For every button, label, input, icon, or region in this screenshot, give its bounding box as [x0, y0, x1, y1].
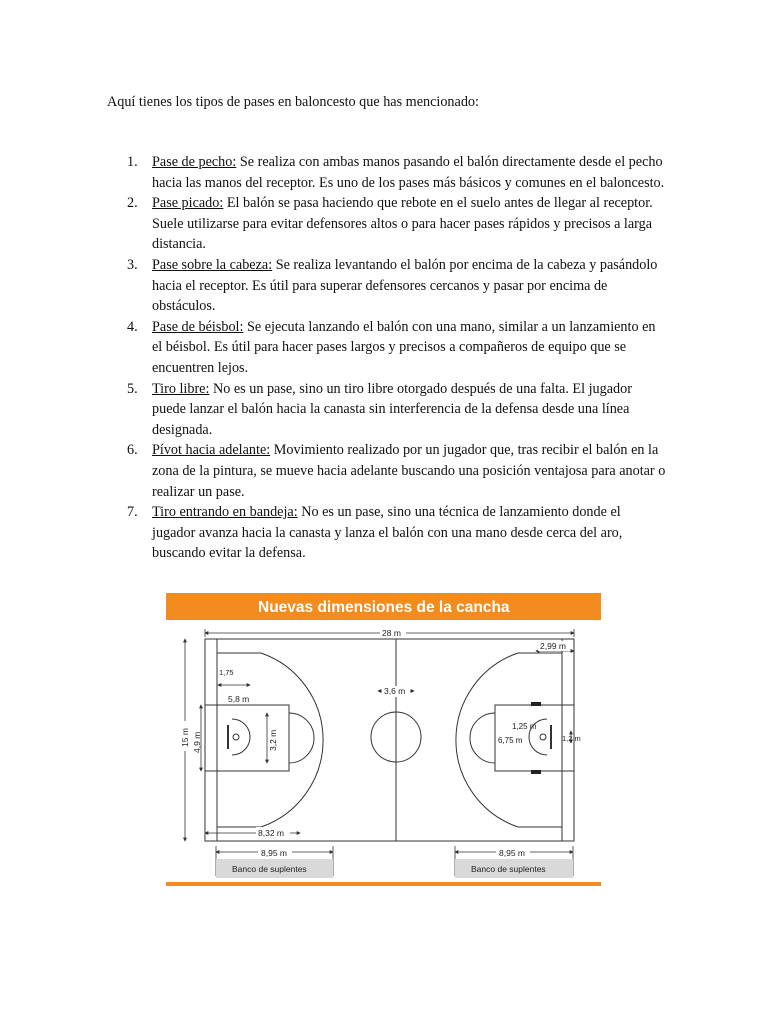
- item-description: Movimiento realizado por un jugador que, tras recibir el balón en la zona de la pintura, se mueve hacia adelante buscando una posición ventajosa para anotar o realizar un pase.: [152, 442, 666, 500]
- corner-three-label: 2,99 m: [540, 641, 566, 651]
- three-point-radius-label: 6,75 m: [498, 736, 523, 745]
- list-item: [107, 502, 667, 564]
- list-item: [107, 152, 667, 193]
- item-description: No es un pase, sino un tiro libre otorgado después de una falta. El jugador puede lanzar el balón hacia la canasta sin interferencia de la defensa desde una línea designada.: [152, 380, 632, 438]
- ft-circle-label: 3,2 m: [268, 729, 278, 751]
- item-term: Pase sobre la cabeza:: [152, 256, 273, 273]
- bench-right-label: Banco de suplentes: [471, 864, 546, 874]
- court-width-label: 15 m: [180, 728, 190, 747]
- pass-list: [107, 152, 667, 564]
- figure-title: Nuevas dimensiones de la cancha: [258, 599, 510, 616]
- item-term: Pase de pecho:: [152, 154, 237, 170]
- list-item: [107, 193, 667, 255]
- item-term: Pase de béisbol:: [152, 318, 244, 335]
- restricted-radius-label: 1,25 m: [512, 722, 537, 731]
- list-item: [107, 317, 667, 379]
- length-label: 28 m: [382, 628, 401, 638]
- item-number: 6.: [127, 442, 138, 459]
- item-term: Pase picado:: [152, 195, 224, 212]
- court-dimensions-figure: [166, 593, 601, 887]
- item-number: 5.: [127, 380, 138, 397]
- item-description: No es un pase, sino una técnica de lanzamiento donde el jugador avanza hacia la canasta y lanza el balón con una mano desde cerca del aro, buscando evitar la defensa.: [152, 504, 623, 562]
- item-term: Pívot hacia adelante:: [152, 442, 271, 459]
- item-description: Se realiza con ambas manos pasando el balón directamente desde el pecho hacia las manos del receptor. Es uno de los pases más básicos y comunes en el baloncesto.: [152, 154, 665, 191]
- item-term: Tiro libre:: [152, 380, 210, 397]
- bottom-rule: [166, 882, 601, 886]
- circle-diameter-label: 3,6 m: [384, 686, 406, 696]
- bench-right-dimension: 8,95 m: [499, 848, 525, 858]
- item-description: Se ejecuta lanzando el balón con una mano, similar a un lanzamiento en el béisbol. Es útil para hacer pases largos y precisos a compañeros de equipo que se encuentren lejos.: [152, 318, 656, 376]
- item-description: El balón se pasa haciendo que rebote en el suelo antes de llegar al receptor. Suele utilizarse para evitar defensores altos o para hacer pases rápidos y precisos a larga distancia.: [152, 195, 653, 253]
- item-number: 3.: [127, 256, 138, 273]
- item-description: Se realiza levantando el balón por encima de la cabeza y pasándolo hacia el receptor. Es útil para superar defensores cercanos y pasar por encima de obstáculos.: [152, 256, 658, 315]
- list-item: [107, 379, 667, 441]
- list-item: [107, 440, 667, 502]
- item-number: 7.: [127, 504, 138, 521]
- item-number: 2.: [127, 195, 138, 212]
- bench-left-label: Banco de suplentes: [232, 864, 307, 874]
- baseline-offset-label: 1,75: [219, 668, 234, 677]
- intro-text: Aquí tienes los tipos de pases en baloncesto que has mencionado:: [107, 94, 479, 110]
- three-point-depth-label: 8,32 m: [258, 828, 284, 838]
- item-number: 4.: [127, 318, 138, 335]
- bench-left-dimension: 8,95 m: [261, 848, 287, 858]
- court-diagram: [166, 593, 601, 887]
- list-item: [107, 255, 667, 317]
- item-term: Tiro entrando en bandeja:: [152, 504, 298, 521]
- item-number: 1.: [127, 154, 138, 170]
- rim-offset-label: 1,2 m: [562, 734, 581, 743]
- lane-width-label: 4,9 m: [192, 731, 202, 753]
- lane-length-label: 5,8 m: [228, 694, 250, 704]
